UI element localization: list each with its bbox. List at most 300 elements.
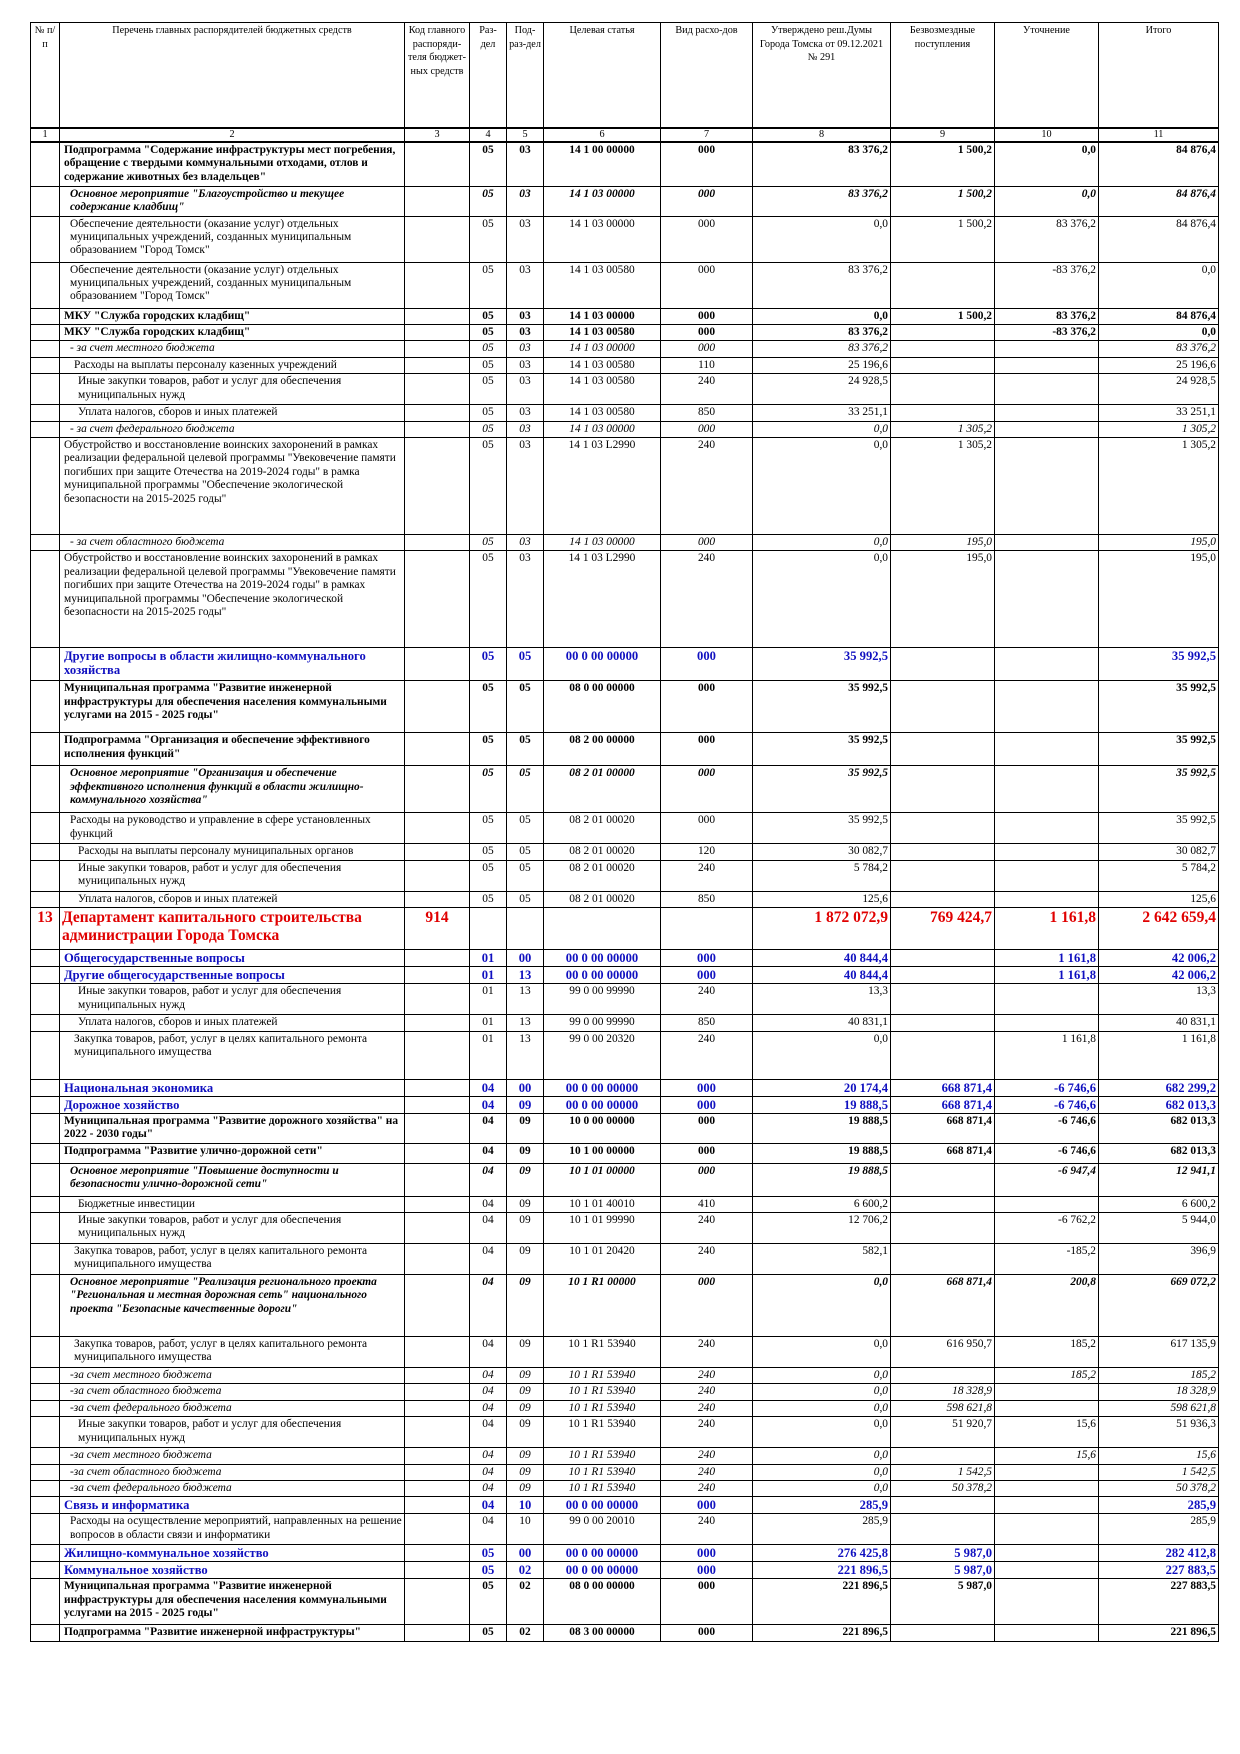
total-amount: 227 883,5 [1099, 1579, 1219, 1625]
column-number: 11 [1099, 128, 1219, 142]
subsection: 03 [507, 534, 544, 550]
column-number: 6 [544, 128, 661, 142]
gratuitous-receipts [891, 1625, 995, 1641]
row-number [31, 1545, 60, 1562]
target-article: 14 1 03 00000 [544, 534, 661, 550]
admin-code [405, 216, 470, 262]
target-article: 00 0 00 00000 [544, 1497, 661, 1514]
row-number [31, 860, 60, 891]
admin-code [405, 1448, 470, 1464]
admin-code [405, 733, 470, 766]
subsection: 03 [507, 405, 544, 421]
gratuitous-receipts: 5 987,0 [891, 1562, 995, 1579]
subsection: 03 [507, 551, 544, 648]
item-name: -за счет федерального бюджета [60, 1400, 405, 1416]
gratuitous-receipts [891, 860, 995, 891]
admin-code [405, 534, 470, 550]
target-article: 14 1 03 00000 [544, 216, 661, 262]
section: 04 [470, 1448, 507, 1464]
total-amount: 84 876,4 [1099, 142, 1219, 186]
total-amount: 0,0 [1099, 262, 1219, 308]
header-cell: Под-раз-дел [507, 23, 544, 129]
total-amount: 221 896,5 [1099, 1625, 1219, 1641]
row-number [31, 324, 60, 340]
subsection: 09 [507, 1163, 544, 1196]
expense-type: 000 [661, 1079, 753, 1096]
expense-type: 240 [661, 1243, 753, 1274]
section: 05 [470, 1579, 507, 1625]
total-amount: 12 941,1 [1099, 1163, 1219, 1196]
gratuitous-receipts: 195,0 [891, 551, 995, 648]
gratuitous-receipts: 668 871,4 [891, 1274, 995, 1336]
column-number: 3 [405, 128, 470, 142]
adjustment [995, 1562, 1099, 1579]
admin-code [405, 1031, 470, 1079]
item-name: Обеспечение деятельности (оказание услуг) отдельных муниципальных учреждений, созданных муниципальным образованием "Город Томск" [60, 216, 405, 262]
gratuitous-receipts: 50 378,2 [891, 1481, 995, 1497]
column-number: 7 [661, 128, 753, 142]
subsection: 13 [507, 967, 544, 984]
target-article: 14 1 03 00580 [544, 324, 661, 340]
subsection: 00 [507, 1545, 544, 1562]
column-number: 10 [995, 128, 1099, 142]
approved-amount: 0,0 [753, 308, 891, 324]
section: 04 [470, 1163, 507, 1196]
item-name: Муниципальная программа "Развитие инженерной инфраструктуры для обеспечения населения коммунальными услугами на 2015 - 2025 годы" [60, 1579, 405, 1625]
expense-type: 110 [661, 357, 753, 373]
table-row [31, 891, 1219, 907]
target-article: 00 0 00 00000 [544, 1096, 661, 1113]
approved-amount: 221 896,5 [753, 1562, 891, 1579]
item-name: Расходы на выплаты персоналу муниципальных органов [60, 844, 405, 860]
expense-type: 000 [661, 1625, 753, 1641]
approved-amount: 0,0 [753, 534, 891, 550]
adjustment [995, 437, 1099, 534]
section: 05 [470, 216, 507, 262]
row-number [31, 262, 60, 308]
row-number: 13 [31, 908, 60, 950]
expense-type: 000 [661, 950, 753, 967]
total-amount: 195,0 [1099, 551, 1219, 648]
approved-amount: 40 844,4 [753, 967, 891, 984]
expense-type: 000 [661, 142, 753, 186]
section: 05 [470, 142, 507, 186]
admin-code [405, 860, 470, 891]
total-amount: 50 378,2 [1099, 1481, 1219, 1497]
adjustment [995, 374, 1099, 405]
subsection: 09 [507, 1400, 544, 1416]
item-name: Закупка товаров, работ, услуг в целях капитального ремонта муниципального имущества [60, 1243, 405, 1274]
admin-code [405, 681, 470, 733]
table-row [31, 1336, 1219, 1367]
total-amount: 15,6 [1099, 1448, 1219, 1464]
approved-amount: 12 706,2 [753, 1212, 891, 1243]
section: 05 [470, 341, 507, 357]
total-amount: 5 944,0 [1099, 1212, 1219, 1243]
row-number [31, 142, 60, 186]
table-row [31, 813, 1219, 844]
expense-type: 240 [661, 1464, 753, 1480]
section: 04 [470, 1464, 507, 1480]
expense-type: 000 [661, 1096, 753, 1113]
target-article: 14 1 03 L2990 [544, 551, 661, 648]
adjustment: 1 161,8 [995, 967, 1099, 984]
subsection: 13 [507, 1031, 544, 1079]
subsection: 09 [507, 1336, 544, 1367]
table-row [31, 1143, 1219, 1163]
section: 05 [470, 551, 507, 648]
column-number: 4 [470, 128, 507, 142]
adjustment: 1 161,8 [995, 1031, 1099, 1079]
expense-type: 240 [661, 437, 753, 534]
table-row [31, 733, 1219, 766]
section: 01 [470, 1031, 507, 1079]
item-name: Общегосударственные вопросы [60, 950, 405, 967]
gratuitous-receipts [891, 891, 995, 907]
expense-type: 000 [661, 766, 753, 813]
gratuitous-receipts: 51 920,7 [891, 1417, 995, 1448]
total-amount: 42 006,2 [1099, 950, 1219, 967]
row-number [31, 984, 60, 1015]
total-amount: 682 013,3 [1099, 1143, 1219, 1163]
table-row [31, 551, 1219, 648]
item-name: Закупка товаров, работ, услуг в целях капитального ремонта муниципального имущества [60, 1336, 405, 1367]
expense-type: 000 [661, 1545, 753, 1562]
total-amount: 0,0 [1099, 324, 1219, 340]
gratuitous-receipts: 1 542,5 [891, 1464, 995, 1480]
target-article: 14 1 03 00000 [544, 186, 661, 216]
adjustment: -6 746,6 [995, 1143, 1099, 1163]
admin-code [405, 308, 470, 324]
adjustment: 0,0 [995, 142, 1099, 186]
adjustment: -6 746,6 [995, 1096, 1099, 1113]
target-article: 10 1 R1 00000 [544, 1274, 661, 1336]
approved-amount: 582,1 [753, 1243, 891, 1274]
table-row [31, 1196, 1219, 1212]
header-cell: Безвозмездные поступления [891, 23, 995, 129]
row-number [31, 1497, 60, 1514]
subsection: 05 [507, 813, 544, 844]
target-article: 08 2 01 00020 [544, 813, 661, 844]
table-row [31, 324, 1219, 340]
expense-type: 000 [661, 308, 753, 324]
subsection: 09 [507, 1196, 544, 1212]
section: 04 [470, 1079, 507, 1096]
expense-type: 000 [661, 421, 753, 437]
gratuitous-receipts: 598 621,8 [891, 1400, 995, 1416]
section: 04 [470, 1113, 507, 1143]
total-amount: 13,3 [1099, 984, 1219, 1015]
target-article: 14 1 03 00000 [544, 421, 661, 437]
gratuitous-receipts: 616 950,7 [891, 1336, 995, 1367]
gratuitous-receipts [891, 681, 995, 733]
target-article: 10 1 01 00000 [544, 1163, 661, 1196]
row-number [31, 1400, 60, 1416]
row-number [31, 437, 60, 534]
column-number: 9 [891, 128, 995, 142]
gratuitous-receipts [891, 1212, 995, 1243]
item-name: Расходы на выплаты персоналу казенных учреждений [60, 357, 405, 373]
target-article [544, 908, 661, 950]
adjustment: 1 161,8 [995, 908, 1099, 950]
item-name: Уплата налогов, сборов и иных платежей [60, 405, 405, 421]
table-row [31, 1212, 1219, 1243]
table-row [31, 1579, 1219, 1625]
table-row [31, 374, 1219, 405]
row-number [31, 1562, 60, 1579]
section: 05 [470, 648, 507, 681]
item-name: Жилищно-коммунальное хозяйство [60, 1545, 405, 1562]
target-article: 10 1 R1 53940 [544, 1448, 661, 1464]
target-article: 10 1 01 20420 [544, 1243, 661, 1274]
expense-type: 000 [661, 967, 753, 984]
row-number [31, 357, 60, 373]
total-amount: 185,2 [1099, 1367, 1219, 1383]
adjustment [995, 534, 1099, 550]
target-article: 10 1 R1 53940 [544, 1481, 661, 1497]
subsection: 10 [507, 1497, 544, 1514]
adjustment [995, 421, 1099, 437]
table-row [31, 1274, 1219, 1336]
subsection: 05 [507, 766, 544, 813]
gratuitous-receipts: 18 328,9 [891, 1384, 995, 1400]
approved-amount: 221 896,5 [753, 1625, 891, 1641]
table-row [31, 534, 1219, 550]
adjustment [995, 860, 1099, 891]
row-number [31, 1196, 60, 1212]
subsection: 09 [507, 1367, 544, 1383]
table-row [31, 984, 1219, 1015]
target-article: 99 0 00 20320 [544, 1031, 661, 1079]
item-name: Расходы на осуществление мероприятий, направленных на решение вопросов в области связи и информатики [60, 1514, 405, 1545]
adjustment: -83 376,2 [995, 324, 1099, 340]
admin-code [405, 1196, 470, 1212]
admin-code [405, 1163, 470, 1196]
total-amount: 24 928,5 [1099, 374, 1219, 405]
row-number [31, 844, 60, 860]
row-number [31, 1417, 60, 1448]
approved-amount: 19 888,5 [753, 1096, 891, 1113]
gratuitous-receipts [891, 1497, 995, 1514]
approved-amount: 1 872 072,9 [753, 908, 891, 950]
item-name: Муниципальная программа "Развитие инженерной инфраструктуры для обеспечения населения коммунальными услугами на 2015 - 2025 годы" [60, 681, 405, 733]
admin-code [405, 405, 470, 421]
target-article: 00 0 00 00000 [544, 1079, 661, 1096]
section: 04 [470, 1481, 507, 1497]
adjustment [995, 1497, 1099, 1514]
table-row [31, 341, 1219, 357]
gratuitous-receipts [891, 844, 995, 860]
item-name: -за счет местного бюджета [60, 1448, 405, 1464]
row-number [31, 308, 60, 324]
gratuitous-receipts [891, 341, 995, 357]
row-number [31, 1625, 60, 1641]
section: 05 [470, 1545, 507, 1562]
target-article: 00 0 00 00000 [544, 1545, 661, 1562]
adjustment [995, 551, 1099, 648]
subsection: 09 [507, 1243, 544, 1274]
admin-code [405, 551, 470, 648]
row-number [31, 648, 60, 681]
target-article: 10 1 R1 53940 [544, 1400, 661, 1416]
approved-amount: 0,0 [753, 1336, 891, 1367]
gratuitous-receipts [891, 1031, 995, 1079]
total-amount: 30 082,7 [1099, 844, 1219, 860]
approved-amount: 0,0 [753, 437, 891, 534]
approved-amount: 0,0 [753, 1367, 891, 1383]
section: 05 [470, 766, 507, 813]
row-number [31, 1079, 60, 1096]
section: 04 [470, 1514, 507, 1545]
total-amount: 682 299,2 [1099, 1079, 1219, 1096]
adjustment [995, 1579, 1099, 1625]
section: 01 [470, 950, 507, 967]
section: 05 [470, 374, 507, 405]
subsection: 09 [507, 1417, 544, 1448]
gratuitous-receipts [891, 950, 995, 967]
expense-type: 000 [661, 1163, 753, 1196]
gratuitous-receipts [891, 733, 995, 766]
expense-type: 240 [661, 551, 753, 648]
admin-code [405, 1625, 470, 1641]
subsection: 05 [507, 648, 544, 681]
target-article: 10 1 01 40010 [544, 1196, 661, 1212]
subsection: 03 [507, 357, 544, 373]
table-row [31, 967, 1219, 984]
adjustment [995, 733, 1099, 766]
admin-code [405, 1336, 470, 1367]
table-row [31, 1163, 1219, 1196]
gratuitous-receipts: 5 987,0 [891, 1579, 995, 1625]
admin-code [405, 844, 470, 860]
subsection: 05 [507, 733, 544, 766]
gratuitous-receipts [891, 405, 995, 421]
table-row [31, 1015, 1219, 1031]
expense-type: 000 [661, 813, 753, 844]
admin-code [405, 142, 470, 186]
adjustment [995, 844, 1099, 860]
table-row [31, 844, 1219, 860]
item-name: Подпрограмма "Организация и обеспечение эффективного исполнения функций" [60, 733, 405, 766]
gratuitous-receipts: 769 424,7 [891, 908, 995, 950]
row-number [31, 1464, 60, 1480]
adjustment: 200,8 [995, 1274, 1099, 1336]
admin-code [405, 1497, 470, 1514]
total-amount: 42 006,2 [1099, 967, 1219, 984]
section: 05 [470, 437, 507, 534]
adjustment [995, 1464, 1099, 1480]
table-row [31, 1113, 1219, 1143]
row-number [31, 1113, 60, 1143]
gratuitous-receipts [891, 324, 995, 340]
expense-type: 120 [661, 844, 753, 860]
item-name: - за счет федерального бюджета [60, 421, 405, 437]
total-amount: 84 876,4 [1099, 308, 1219, 324]
row-number [31, 1384, 60, 1400]
column-number: 8 [753, 128, 891, 142]
table-row [31, 421, 1219, 437]
approved-amount: 40 831,1 [753, 1015, 891, 1031]
approved-amount: 285,9 [753, 1514, 891, 1545]
total-amount: 682 013,3 [1099, 1113, 1219, 1143]
subsection: 03 [507, 324, 544, 340]
admin-code [405, 1545, 470, 1562]
subsection: 02 [507, 1579, 544, 1625]
table-row [31, 1079, 1219, 1096]
target-article: 08 2 00 00000 [544, 733, 661, 766]
approved-amount: 285,9 [753, 1497, 891, 1514]
adjustment [995, 1196, 1099, 1212]
section: 04 [470, 1384, 507, 1400]
subsection: 05 [507, 860, 544, 891]
total-amount: 682 013,3 [1099, 1096, 1219, 1113]
total-amount: 1 305,2 [1099, 437, 1219, 534]
admin-code [405, 374, 470, 405]
item-name: Муниципальная программа "Развитие дорожного хозяйства" на 2022 - 2030 годы" [60, 1113, 405, 1143]
total-amount: 617 135,9 [1099, 1336, 1219, 1367]
admin-code [405, 984, 470, 1015]
table-row [31, 216, 1219, 262]
target-article: 14 1 03 00580 [544, 405, 661, 421]
header-cell: Итого [1099, 23, 1219, 129]
admin-code [405, 1514, 470, 1545]
adjustment [995, 1625, 1099, 1641]
row-number [31, 534, 60, 550]
admin-code [405, 1400, 470, 1416]
total-amount: 396,9 [1099, 1243, 1219, 1274]
header-cell: № п/п [31, 23, 60, 129]
gratuitous-receipts [891, 648, 995, 681]
subsection: 13 [507, 1015, 544, 1031]
expense-type: 000 [661, 681, 753, 733]
item-name: Расходы на руководство и управление в сфере установленных функций [60, 813, 405, 844]
target-article: 99 0 00 99990 [544, 984, 661, 1015]
section: 04 [470, 1096, 507, 1113]
item-name: Уплата налогов, сборов и иных платежей [60, 1015, 405, 1031]
table-row [31, 1625, 1219, 1641]
header-row [31, 23, 1219, 129]
approved-amount: 0,0 [753, 1448, 891, 1464]
expense-type: 240 [661, 1367, 753, 1383]
item-name: Обеспечение деятельности (оказание услуг) отдельных муниципальных учреждений, созданных муниципальным образованием "Город Томск" [60, 262, 405, 308]
row-number [31, 1481, 60, 1497]
expense-type: 240 [661, 1336, 753, 1367]
subsection: 00 [507, 1079, 544, 1096]
approved-amount: 35 992,5 [753, 681, 891, 733]
adjustment [995, 984, 1099, 1015]
admin-code [405, 1562, 470, 1579]
expense-type: 000 [661, 1497, 753, 1514]
section: 01 [470, 1015, 507, 1031]
item-name: Подпрограмма "Содержание инфраструктуры мест погребения, обращение с твердыми коммунальными отходами, отлов и содержание животных без владельцев" [60, 142, 405, 186]
item-name: -за счет областного бюджета [60, 1384, 405, 1400]
approved-amount: 83 376,2 [753, 341, 891, 357]
expense-type: 000 [661, 1113, 753, 1143]
subsection: 09 [507, 1384, 544, 1400]
row-number [31, 1212, 60, 1243]
adjustment [995, 1384, 1099, 1400]
target-article: 10 0 00 00000 [544, 1113, 661, 1143]
gratuitous-receipts [891, 1367, 995, 1383]
budget-table [30, 22, 1219, 1642]
adjustment: 0,0 [995, 186, 1099, 216]
target-article: 08 2 01 00020 [544, 891, 661, 907]
total-amount: 598 621,8 [1099, 1400, 1219, 1416]
approved-amount: 19 888,5 [753, 1113, 891, 1143]
total-amount: 40 831,1 [1099, 1015, 1219, 1031]
row-number [31, 967, 60, 984]
adjustment: -6 762,2 [995, 1212, 1099, 1243]
